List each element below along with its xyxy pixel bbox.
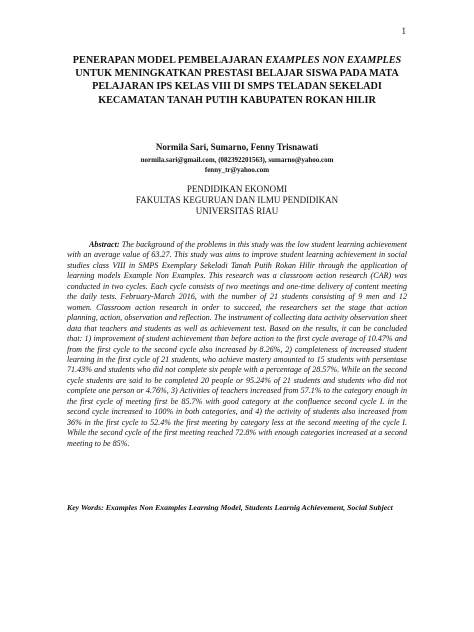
paper-title <box>60 54 414 107</box>
author-emails <box>60 155 414 175</box>
title-part-1: PENERAPAN MODEL PEMBELAJARAN <box>72 55 263 66</box>
title-part-2: UNTUK MENINGKATKAN PRESTASI BELAJAR SISWA PADA MATA PELAJARAN IPS KELAS VIII DI SMPS TELADAN SEKELADI KECAMATAN TANAH PUTIH KABUPATEN ROKAN HILIR <box>75 68 399 106</box>
keywords <box>67 503 407 513</box>
affiliation-line-3: UNIVERSITAS RIAU <box>195 206 279 216</box>
affiliation <box>60 184 414 217</box>
email-line-2: fenny_tr@yahoo.com <box>204 166 270 174</box>
title-italic-part: EXAMPLES NON EXAMPLES <box>265 55 402 66</box>
abstract-label: Abstract: <box>89 240 120 249</box>
keywords-label: Key Words: <box>67 503 104 512</box>
affiliation-line-2: FAKULTAS KEGURUAN DAN ILMU PENDIDIKAN <box>135 195 339 205</box>
affiliation-line-1: PENDIDIKAN EKONOMI <box>186 184 288 194</box>
email-line-1: normila.sari@gmail.com, (082392201563), sumarno@yahoo.com <box>140 156 334 164</box>
author-list: Normila Sari, Sumarno, Fenny Trisnawati <box>155 142 319 152</box>
abstract-text: The background of the problems in this study was the low student learning achievement with an average value of 63.27. This study was aims to improve student learning achievement in social studies class VIII in SMPS Exemplary Sekeladi Tanah Putih Rokan Hilir through the application of learning models Example Non Examples. This research was a classroom action research (CAR) was conducted in two cycles. Each cycle consists of two meetings and one-time delivery of content meeting the daily tests. February-March 2016, with the number of 21 students consisting of 9 men and 12 women. Classroom action research in order to succeed, the researchers set the stage that action planning, action, observation and reflection. The instrument of collecting data activity observation sheet data that teachers and students as well as achievement test. Based on the results, it can be concluded that: 1) improvement of student achievement than before action to the first cycle average of 10.47% and from the first cycle to the second cycle also increased by 8.26%, 2) completeness of increased student learning in the first cycle of 21 students, who achieve mastery amounted to 15 students with persentase 71.43% and students who did not complete six people with a percentage of 28.57%. While on the second cycle students are said to be completed 20 people or 95.24% of 21 students and students who did not complete one person or 4.76%, 3) Activities of teachers increased from 57.1% to the category enough in the first cycle of meeting first be 85.7% with good category at the confluence second cycle I. in the second cycle increased to 100% in both categories, and 4) the activity of students also increased from 36% in the first cycle to 52.4% the first meeting by category less at the second meeting of the cycle I. While the second cycle of the first meeting reached 72.8% with enough categories increased at a second meeting to be 85%. <box>67 240 407 448</box>
abstract <box>67 240 407 449</box>
page-number: 1 <box>401 26 406 36</box>
keywords-text: Examples Non Examples Learning Model, Students Learnig Achievement, Social Subject <box>105 503 393 512</box>
